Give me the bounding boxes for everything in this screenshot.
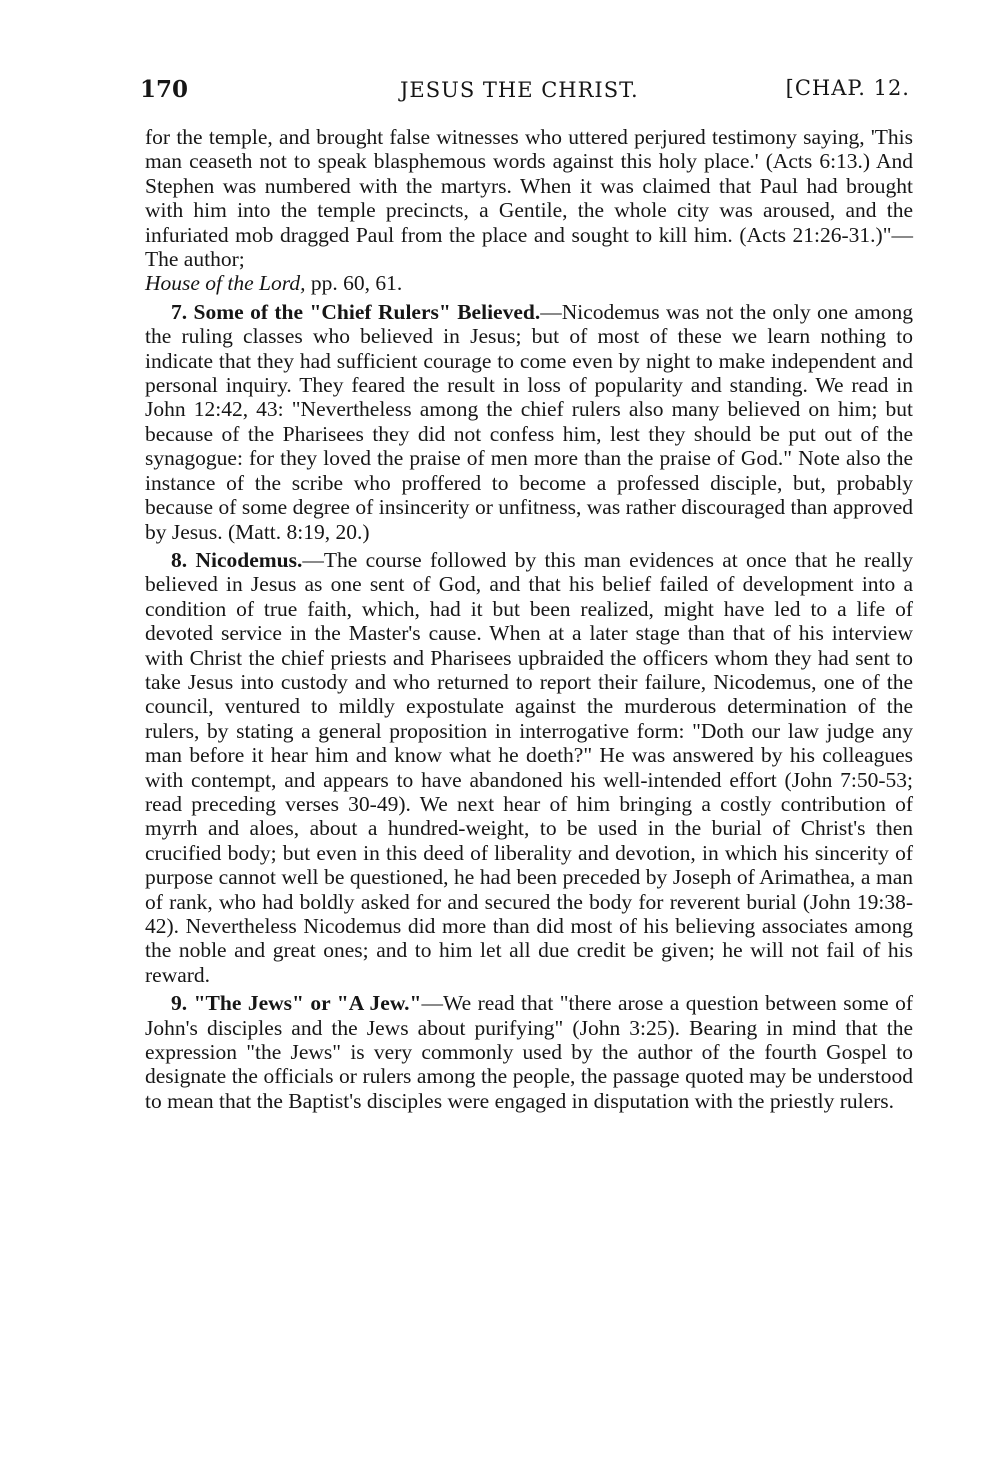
section-text: —Nicodemus was not the only one among the ruling classes who believed in Jesus; but of most of these we learn nothing to indicate that they had sufficient courage to come even by night to make independent and personal inquiry. They feared the result in loss of popularity and standing. We read in John 12:42, 43: "Nevertheless among the chief rulers also many believed on him; but because of the Pharisees they did not confess him, lest they should be put out of the synagogue: for they loved the praise of men more than the praise of God." Note also the instance of the scribe who proffered to become a professed disciple, but, probably because of some degree of insincerity or unfitness, was rather discouraged than approved by Jesus. (Matt. 8:19, 20.) [145,299,914,544]
source-pages: pp. 60, 61. [310,271,403,296]
section-number: 9. [171,991,188,1016]
section-text: —The course followed by this man evidences at once that he really believed in Jesus as one sent of God, and that his belief failed of development into a condition of true faith, which, had it but been realized, might have led to a life of devoted service in the Master's cause. When at a later stage than that of his interview with Christ the chief priests and Pharisees upbraided the officers whom they had sent to take Jesus into custody and who returned to report their failure, Nicodemus, one of the council, ventured to mildly expostulate against the murderous determination of the rulers, by stating a general proposition in interrogative form: "Doth our law judge any man before it hear him and know what he doeth?" He was answered by his colleagues with contempt, and appears to have abandoned his well-intended effort (John 7:50-53; read preceding verses 30-49). We next hear of him bringing a costly contribution of myrrh and aloes, about a hundred-weight, to be used in the burial of Christ's then crucified body; but even in this deed of liberality and devotion, in which his sincerity of purpose cannot well be questioned, he had been preceded by Joseph of Arimathea, a man of rank, who had boldly asked for and secured the body for reverent burial (John 19:38-42). Nevertheless Nicodemus did more than did most of his believing associates among the noble and great ones; and to him let all due credit be given; he will not fail of his reward. [145,547,914,987]
chapter-label: [CHAP. 12. [785,76,910,100]
section-heading: Some of the "Chief Rulers" Believed. [193,299,541,324]
continuation-paragraph [145,125,913,296]
section-number: 8. [171,547,188,572]
source-title: House of the Lord, [145,271,306,296]
continuation-text: for the temple, and brought false witnesses who uttered perjured testimony saying, 'This man ceaseth not to speak blasphemous words against this holy place.' (Acts 6:13.) And Stephen was numbered with the martyrs. When it was claimed that Paul had brought with him into the temple precincts, a Gentile, the whole city was aroused, and the infuriated mob dragged Paul from the place and sought to kill him. (Acts 21:26-31.)"—The author; [145,125,913,272]
section-paragraph [145,991,913,1113]
section-paragraph [145,300,913,544]
running-header [140,76,910,108]
section-heading: Nicodemus. [195,547,303,572]
body-text [145,125,913,1113]
section-paragraph [145,548,913,987]
running-title: JESUS THE CHRIST. [400,78,639,102]
section-text: —We read that "there arose a question between some of John's disciples and the Jews about purifying" (John 3:25). Bearing in mind that the expression "the Jews" is very commonly used by the author of the fourth Gospel to designate the officials or rulers among the people, the passage quoted may be understood to mean that the Baptist's disciples were engaged in disputation with the priestly rulers. [145,991,913,1113]
section-heading: "The Jews" or "A Jew." [193,991,422,1016]
page-number: 170 [140,76,189,103]
section-number: 7. [171,299,188,324]
